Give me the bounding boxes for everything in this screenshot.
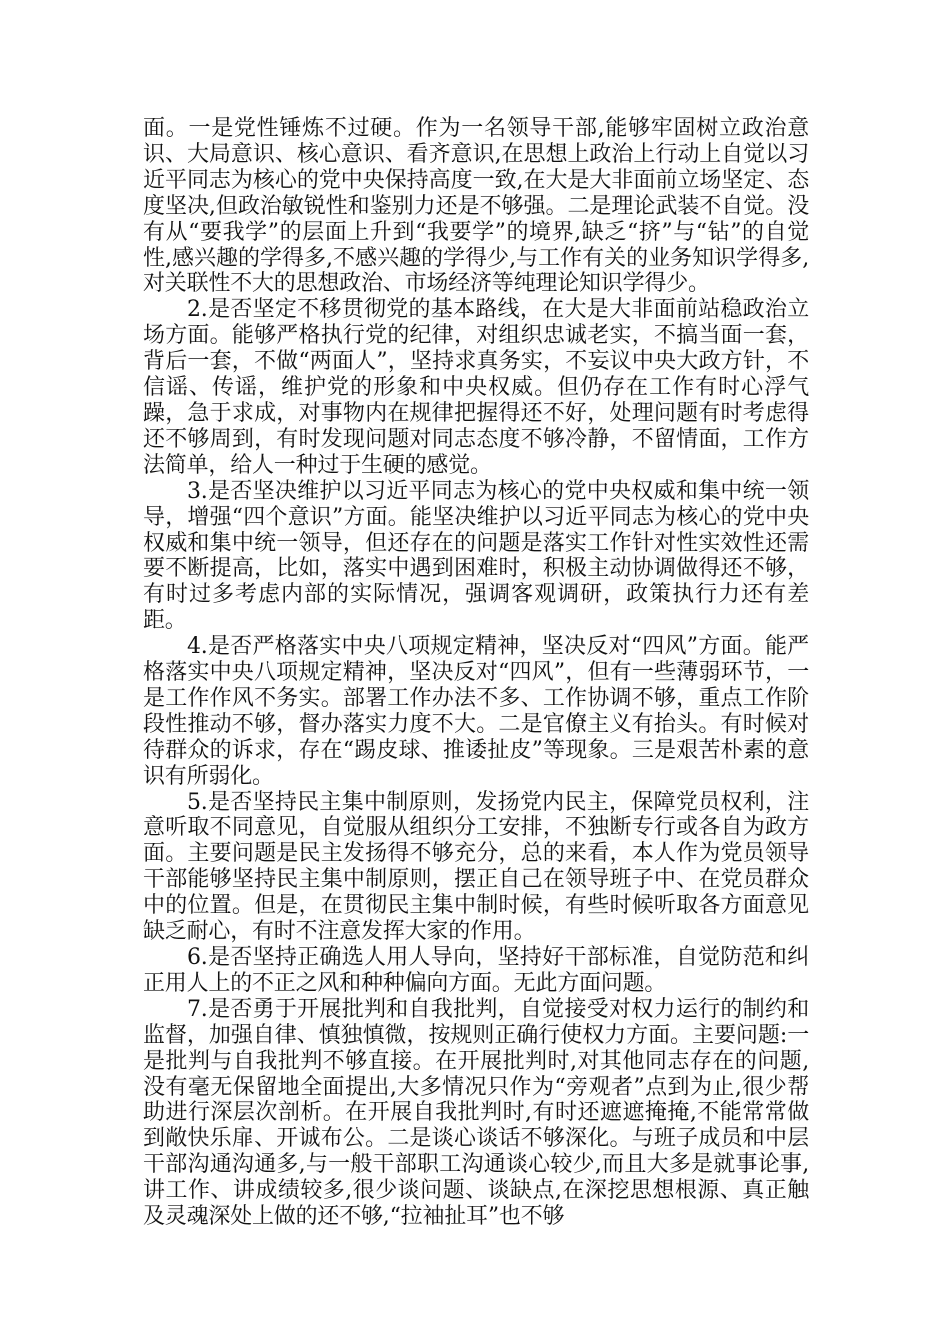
document-page (143, 116, 809, 1230)
paragraph-item-4: 4.是否严格落实中央八项规定精神，坚决反对“四风”方面。能严格落实中央八项规定精神，坚决反对“四风”，但有一些薄弱环节，一是工作作风不务实。部署工作办法不多、工作协调不够，重点工作阶段性推动不够，督办落实力度不大。二是官僚主义有抬头。有时候对待群众的诉求，存在“踢皮球、推诿扯皮”等现象。三是艰苦朴素的意识有所弱化。 (143, 634, 809, 789)
paragraph-item-3: 3.是否坚决维护以习近平同志为核心的党中央权威和集中统一领导，增强“四个意识”方面。能坚决维护以习近平同志为核心的党中央权威和集中统一领导，但还存在的问题是落实工作针对性实效性还需要不断提高，比如，落实中遇到困难时，积极主动协调做得还不够，有时过多考虑内部的实际情况，强调客观调研，政策执行力还有差距。 (143, 478, 809, 634)
paragraph-continuation: 面。一是党性锤炼不过硬。作为一名领导干部,能够牢固树立政治意识、大局意识、核心意识、看齐意识,在思想上政治上行动上自觉以习近平同志为核心的党中央保持高度一致,在大是大非面前立场坚定、态度坚决,但政治敏锐性和鉴别力还是不够强。二是理论武装不自觉。没有从“要我学”的层面上升到“我要学”的境界,缺乏“挤”与“钻”的自觉性,感兴趣的学得多,不感兴趣的学得少,与工作有关的业务知识学得多,对关联性不大的思想政治、市场经济等纯理论知识学得少。 (143, 116, 809, 297)
paragraph-item-7: 7.是否勇于开展批判和自我批判，自觉接受对权力运行的制约和监督，加强自律、慎独慎微，按规则正确行使权力方面。主要问题:一是批判与自我批判不够直接。在开展批判时,对其他同志存在的问题,没有毫无保留地全面提出,大多情况只作为“旁观者”点到为止,很少帮助进行深层次剖析。在开展自我批判时,有时还遮遮掩掩,不能常常做到敞快乐扉、开诚布公。二是谈心谈话不够深化。与班子成员和中层干部沟通沟通多,与一般干部职工沟通谈心较少,而且大多是就事论事,讲工作、讲成绩较多,很少谈问题、谈缺点,在深挖思想根源、真正触及灵魂深处上做的还不够,“拉袖扯耳”也不够 (143, 996, 809, 1230)
paragraph-item-2: 2.是否坚定不移贯彻党的基本路线，在大是大非面前站稳政治立场方面。能够严格执行党的纪律，对组织忠诚老实，不搞当面一套，背后一套，不做“两面人”，坚持求真务实，不妄议中央大政方针，不信谣、传谣，维护党的形象和中央权威。但仍存在工作有时心浮气躁，急于求成，对事物内在规律把握得还不好，处理问题有时考虑得还不够周到，有时发现问题对同志态度不够冷静，不留情面，工作方法简单，给人一种过于生硬的感觉。 (143, 297, 809, 478)
paragraph-item-6: 6.是否坚持正确选人用人导向，坚持好干部标准，自觉防范和纠正用人上的不正之风和种种偏向方面。无此方面问题。 (143, 945, 809, 996)
paragraph-item-5: 5.是否坚持民主集中制原则，发扬党内民主，保障党员权利，注意听取不同意见，自觉服从组织分工安排，不独断专行或各自为政方面。主要问题是民主发扬得不够充分，总的来看，本人作为党员领导干部能够坚持民主集中制原则，摆正自己在领导班子中、在党员群众中的位置。但是，在贯彻民主集中制时候，有些时候听取各方面意见缺乏耐心，有时不注意发挥大家的作用。 (143, 789, 809, 945)
